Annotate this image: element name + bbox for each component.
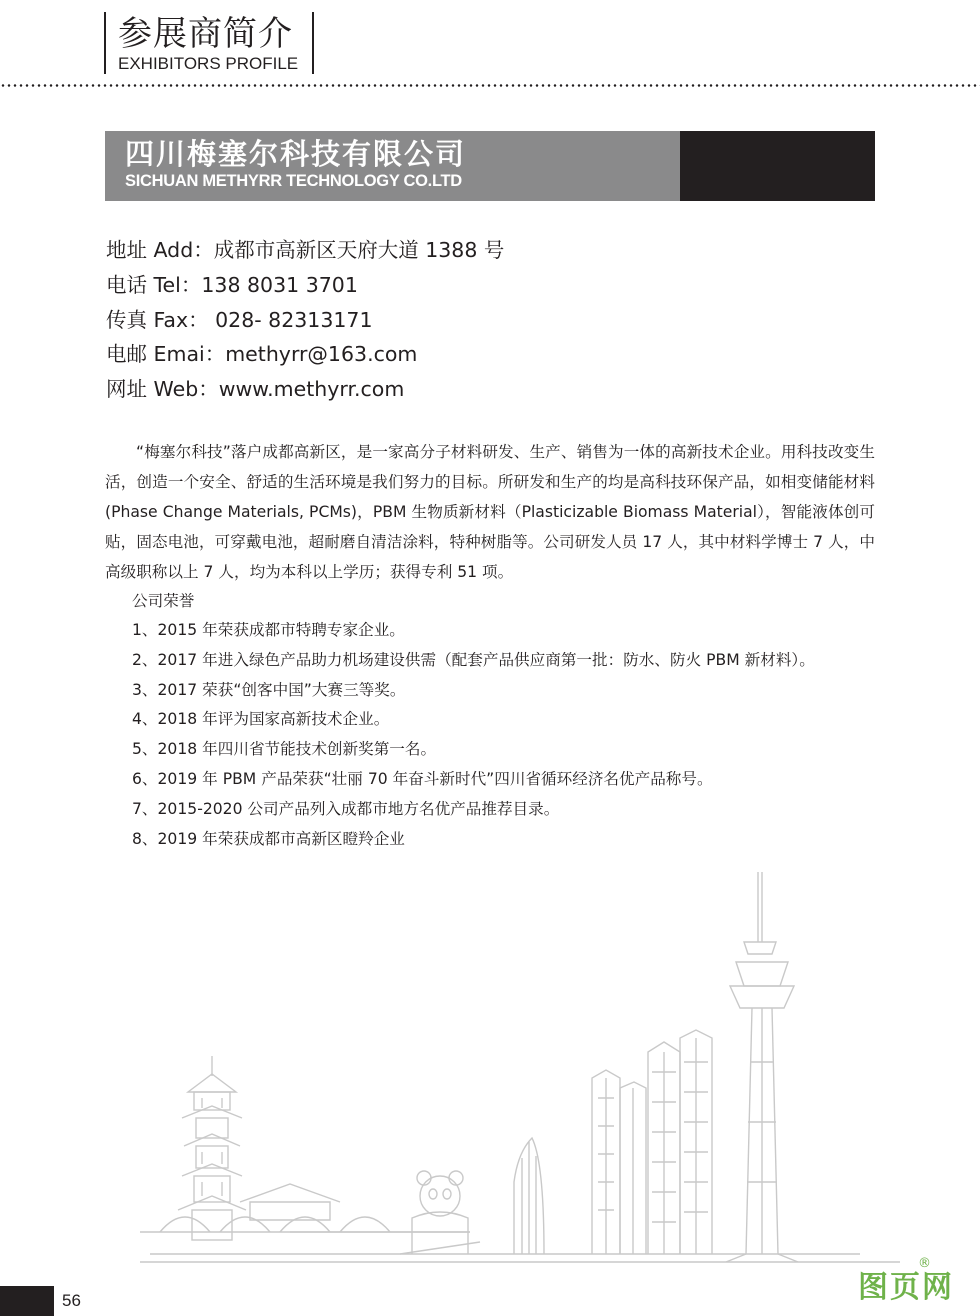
contact-fax: 传真 Fax： 028- 82313171 bbox=[106, 307, 373, 332]
contact-website: 网址 Web：www.methyrr.com bbox=[106, 377, 405, 402]
honor-item: 4、2018 年评为国家高新技术企业。 bbox=[132, 710, 390, 729]
section-subtitle: EXHIBITORS PROFILE bbox=[118, 54, 299, 73]
header-bracket-right bbox=[312, 12, 314, 74]
contact-list bbox=[106, 233, 504, 407]
honor-item: 2、2017 年进入绿色产品助力机场建设供需（配套产品供应商第一批：防水、防火 PBM 新材料）。 bbox=[132, 650, 815, 669]
honor-item: 8、2019 年荣获成都市高新区瞪羚企业 bbox=[132, 829, 405, 848]
honor-item: 6、2019 年 PBM 产品荣获“壮丽 70 年奋斗新时代”四川省循环经济名优产品称号。 bbox=[132, 769, 713, 788]
dotted-divider bbox=[0, 84, 980, 87]
honor-item: 7、2015-2020 公司产品列入成都市地方名优产品推荐目录。 bbox=[132, 799, 560, 818]
company-name-en: SICHUAN METHYRR TECHNOLOGY CO.LTD bbox=[125, 172, 462, 190]
contact-address: 地址 Add：成都市高新区天府大道 1388 号 bbox=[106, 238, 505, 262]
honor-item: 3、2017 荣获“创客中国”大赛三等奖。 bbox=[132, 680, 406, 699]
company-intro bbox=[105, 437, 875, 587]
pagoda-icon bbox=[178, 1056, 246, 1240]
honor-item: 5、2018 年四川省节能技术创新奖第一名。 bbox=[132, 740, 437, 759]
watermark-logo: 图页网 bbox=[858, 1270, 954, 1305]
curved-tower-icon bbox=[514, 1138, 544, 1254]
banner-dark-panel bbox=[680, 131, 875, 201]
company-banner bbox=[105, 131, 875, 201]
contact-phone: 电话 Tel：138 8031 3701 bbox=[106, 272, 358, 297]
honor-item: 1、2015 年荣获成都市特聘专家企业。 bbox=[132, 621, 405, 639]
tv-tower-icon bbox=[726, 872, 798, 1262]
section-title: 参展商简介 bbox=[118, 14, 293, 54]
header-bracket-left bbox=[104, 12, 106, 74]
chengdu-skyline-illustration bbox=[140, 862, 980, 1278]
page-number-block bbox=[0, 1286, 54, 1316]
company-name-cn: 四川梅塞尔科技有限公司 bbox=[125, 137, 467, 171]
twin-towers-icon bbox=[592, 1030, 712, 1254]
page-number: 56 bbox=[62, 1291, 81, 1310]
watermark-registered-mark: ® bbox=[918, 1256, 931, 1271]
intro-paragraph: “梅塞尔科技”落户成都高新区，是一家高分子材料研发、生产、销售为一体的高新技术企业。用科技改变生活，创造一个安全、舒适的生活环境是我们努力的目标。所研发和生产的均是高科技环保产品，如相变储能材料 (Phase Change Materials, PCMs)，PBM 生物质新材料（Plasticizable Biomass Material），智能液体创可贴，固态电池，可穿戴电池，超耐磨自清洁涂料，特种树脂等。公司研发人员 17 人，其中材料学博士 7 人，中高级职称以上 7 人，均为本科以上学历；获得专利 51 项。 bbox=[105, 443, 875, 581]
panda-building-icon bbox=[400, 1171, 480, 1254]
banner-gray-panel bbox=[105, 131, 680, 201]
honors-heading: 公司荣誉 bbox=[132, 592, 195, 610]
contact-email: 电邮 Emai：methyrr@163.com bbox=[106, 342, 418, 367]
honors-list bbox=[132, 616, 815, 854]
